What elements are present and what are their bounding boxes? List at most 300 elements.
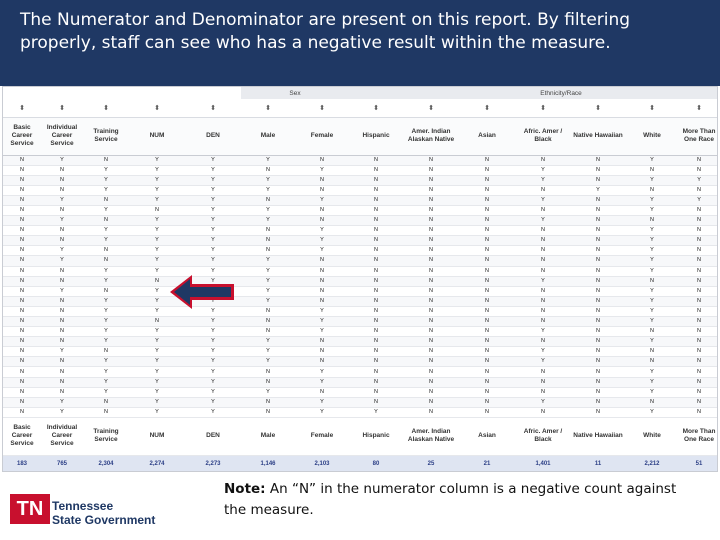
table-cell: Y bbox=[83, 306, 129, 316]
column-header[interactable]: More Than One Race bbox=[679, 117, 718, 155]
column-footer-row bbox=[3, 417, 718, 455]
table-cell: N bbox=[571, 337, 625, 347]
table-cell: N bbox=[3, 276, 41, 286]
table-cell: N bbox=[3, 185, 41, 195]
table-cell: N bbox=[349, 256, 403, 266]
table-cell: Y bbox=[83, 377, 129, 387]
table-cell: N bbox=[41, 226, 83, 236]
table-cell: Y bbox=[625, 175, 679, 185]
table-cell: N bbox=[349, 185, 403, 195]
table-cell: N bbox=[241, 317, 295, 327]
table-cell: Y bbox=[625, 256, 679, 266]
column-footer: More Than One Race bbox=[679, 417, 718, 455]
table-cell: N bbox=[3, 226, 41, 236]
column-header[interactable]: Male bbox=[241, 117, 295, 155]
table-cell: N bbox=[83, 246, 129, 256]
table-cell: N bbox=[241, 327, 295, 337]
table-cell: N bbox=[3, 266, 41, 276]
column-header[interactable]: Individual Career Service bbox=[41, 117, 83, 155]
column-header[interactable]: NUM bbox=[129, 117, 185, 155]
column-header[interactable]: Asian bbox=[459, 117, 515, 155]
table-cell: Y bbox=[129, 397, 185, 407]
column-header[interactable]: DEN bbox=[185, 117, 241, 155]
column-header[interactable]: Hispanic bbox=[349, 117, 403, 155]
column-header[interactable]: White bbox=[625, 117, 679, 155]
table-cell: N bbox=[41, 236, 83, 246]
table-cell: Y bbox=[241, 337, 295, 347]
column-header[interactable]: Afric. Amer / Black bbox=[515, 117, 571, 155]
table-cell: Y bbox=[295, 195, 349, 205]
table-cell: N bbox=[679, 317, 718, 327]
table-cell: N bbox=[241, 246, 295, 256]
table-cell: Y bbox=[295, 367, 349, 377]
table-cell: N bbox=[679, 266, 718, 276]
table-cell: N bbox=[679, 236, 718, 246]
column-footer: DEN bbox=[185, 417, 241, 455]
table-cell: Y bbox=[185, 155, 241, 165]
table-cell: N bbox=[403, 165, 459, 175]
column-header[interactable]: Female bbox=[295, 117, 349, 155]
table-cell: N bbox=[129, 205, 185, 215]
table-cell: Y bbox=[83, 296, 129, 306]
table-cell: N bbox=[295, 155, 349, 165]
table-cell: N bbox=[3, 205, 41, 215]
table-cell: N bbox=[349, 216, 403, 226]
table-cell: N bbox=[83, 286, 129, 296]
column-header[interactable]: Training Service bbox=[83, 117, 129, 155]
table-cell: N bbox=[459, 327, 515, 337]
table-cell: N bbox=[571, 367, 625, 377]
table-cell: N bbox=[349, 276, 403, 286]
sort-arrows-icon[interactable]: ⬍ bbox=[185, 99, 241, 117]
table-cell: N bbox=[295, 276, 349, 286]
table-cell: N bbox=[403, 347, 459, 357]
table-cell: Y bbox=[129, 226, 185, 236]
table-cell: N bbox=[241, 165, 295, 175]
column-footer: Afric. Amer / Black bbox=[515, 417, 571, 455]
table-cell: N bbox=[3, 296, 41, 306]
table-cell: N bbox=[679, 185, 718, 195]
table-cell: N bbox=[295, 387, 349, 397]
table-cell: N bbox=[515, 337, 571, 347]
column-header[interactable]: Basic Career Service bbox=[3, 117, 41, 155]
table-cell: Y bbox=[515, 276, 571, 286]
table-row bbox=[3, 195, 718, 205]
table-cell: Y bbox=[185, 296, 241, 306]
table-cell: N bbox=[625, 165, 679, 175]
table-cell: N bbox=[295, 286, 349, 296]
table-row bbox=[3, 306, 718, 316]
table-cell: Y bbox=[129, 165, 185, 175]
table-cell: Y bbox=[129, 377, 185, 387]
table-cell: N bbox=[403, 377, 459, 387]
table-cell: Y bbox=[129, 216, 185, 226]
sort-arrows-icon[interactable]: ⬍ bbox=[349, 99, 403, 117]
sort-arrows-icon[interactable]: ⬍ bbox=[241, 99, 295, 117]
table-cell: Y bbox=[185, 226, 241, 236]
table-cell: N bbox=[3, 327, 41, 337]
table-cell: N bbox=[459, 347, 515, 357]
table-cell: N bbox=[459, 185, 515, 195]
table-cell: Y bbox=[625, 286, 679, 296]
table-cell: Y bbox=[295, 246, 349, 256]
sort-arrows-icon[interactable]: ⬍ bbox=[41, 99, 83, 117]
table-cell: N bbox=[515, 296, 571, 306]
table-cell: N bbox=[679, 367, 718, 377]
table-cell: Y bbox=[41, 407, 83, 417]
sort-arrows-icon[interactable]: ⬍ bbox=[515, 99, 571, 117]
table-cell: Y bbox=[129, 246, 185, 256]
table-row bbox=[3, 296, 718, 306]
table-cell: N bbox=[679, 165, 718, 175]
table-row bbox=[3, 276, 718, 286]
table-cell: N bbox=[679, 397, 718, 407]
table-cell: Y bbox=[515, 327, 571, 337]
table-cell: N bbox=[403, 276, 459, 286]
table-cell: N bbox=[403, 387, 459, 397]
table-cell: Y bbox=[515, 195, 571, 205]
table-cell: Y bbox=[185, 347, 241, 357]
table-cell: N bbox=[571, 357, 625, 367]
table-cell: N bbox=[295, 266, 349, 276]
totals-row bbox=[3, 455, 718, 472]
report-table-body bbox=[3, 87, 718, 472]
table-cell: N bbox=[349, 317, 403, 327]
table-row bbox=[3, 216, 718, 226]
table-cell: Y bbox=[625, 337, 679, 347]
table-cell: N bbox=[403, 296, 459, 306]
table-cell: N bbox=[3, 216, 41, 226]
table-cell: N bbox=[625, 185, 679, 195]
table-cell: Y bbox=[83, 226, 129, 236]
column-header[interactable]: Native Hawaiian bbox=[571, 117, 625, 155]
table-cell: N bbox=[571, 226, 625, 236]
table-cell: N bbox=[459, 367, 515, 377]
table-cell: Y bbox=[295, 226, 349, 236]
total-cell: 51 bbox=[679, 455, 718, 472]
table-cell: Y bbox=[185, 236, 241, 246]
table-row bbox=[3, 236, 718, 246]
table-cell: N bbox=[41, 185, 83, 195]
sort-arrows-icon[interactable]: ⬍ bbox=[403, 99, 459, 117]
table-cell: N bbox=[515, 387, 571, 397]
table-cell: Y bbox=[295, 397, 349, 407]
table-cell: N bbox=[679, 216, 718, 226]
table-cell: Y bbox=[83, 276, 129, 286]
table-cell: N bbox=[241, 407, 295, 417]
tn-logo-mark: TN bbox=[10, 494, 50, 524]
table-cell: Y bbox=[83, 185, 129, 195]
table-cell: N bbox=[83, 216, 129, 226]
column-footer: Asian bbox=[459, 417, 515, 455]
table-cell: N bbox=[241, 226, 295, 236]
table-cell: N bbox=[3, 256, 41, 266]
table-cell: N bbox=[515, 306, 571, 316]
table-cell: Y bbox=[129, 347, 185, 357]
table-cell: Y bbox=[41, 256, 83, 266]
table-cell: Y bbox=[185, 165, 241, 175]
table-cell: N bbox=[41, 276, 83, 286]
table-row bbox=[3, 266, 718, 276]
column-footer: Training Service bbox=[83, 417, 129, 455]
table-cell: N bbox=[3, 236, 41, 246]
sort-arrows-icon[interactable]: ⬍ bbox=[295, 99, 349, 117]
table-cell: N bbox=[295, 216, 349, 226]
table-cell: N bbox=[241, 195, 295, 205]
tn-logo-line2: State Government bbox=[52, 513, 156, 527]
table-cell: Y bbox=[129, 357, 185, 367]
table-cell: N bbox=[403, 236, 459, 246]
table-cell: Y bbox=[41, 397, 83, 407]
table-cell: N bbox=[571, 286, 625, 296]
table-cell: N bbox=[41, 327, 83, 337]
table-cell: Y bbox=[41, 155, 83, 165]
note-body: An “N” in the numerator column is a negative count against the measure. bbox=[224, 481, 677, 518]
table-cell: N bbox=[83, 195, 129, 205]
table-cell: N bbox=[571, 327, 625, 337]
table-cell: Y bbox=[129, 236, 185, 246]
table-cell: Y bbox=[129, 337, 185, 347]
table-cell: N bbox=[403, 226, 459, 236]
table-cell: Y bbox=[241, 387, 295, 397]
table-cell: N bbox=[41, 377, 83, 387]
table-cell: Y bbox=[185, 337, 241, 347]
column-footer: Female bbox=[295, 417, 349, 455]
table-cell: N bbox=[459, 337, 515, 347]
table-cell: N bbox=[459, 155, 515, 165]
table-row bbox=[3, 377, 718, 387]
tn-logo bbox=[10, 492, 170, 536]
table-cell: N bbox=[515, 246, 571, 256]
table-cell: Y bbox=[625, 367, 679, 377]
table-cell: Y bbox=[41, 286, 83, 296]
table-cell: Y bbox=[241, 266, 295, 276]
group-header-sex: Sex bbox=[241, 87, 349, 99]
sort-arrows-icon[interactable]: ⬍ bbox=[679, 99, 718, 117]
total-cell: 2,304 bbox=[83, 455, 129, 472]
sort-arrows-icon[interactable]: ⬍ bbox=[459, 99, 515, 117]
table-cell: N bbox=[571, 236, 625, 246]
total-cell: 183 bbox=[3, 455, 41, 472]
table-cell: N bbox=[459, 226, 515, 236]
table-row bbox=[3, 286, 718, 296]
table-row bbox=[3, 185, 718, 195]
table-cell: Y bbox=[185, 397, 241, 407]
column-footer: Amer. Indian Alaskan Native bbox=[403, 417, 459, 455]
table-cell: N bbox=[459, 296, 515, 306]
table-cell: N bbox=[515, 185, 571, 195]
table-cell: N bbox=[295, 347, 349, 357]
table-cell: Y bbox=[625, 155, 679, 165]
table-cell: N bbox=[571, 407, 625, 417]
note-label: Note: bbox=[224, 481, 266, 497]
table-cell: Y bbox=[83, 367, 129, 377]
table-row bbox=[3, 387, 718, 397]
table-cell: Y bbox=[129, 296, 185, 306]
table-cell: Y bbox=[241, 155, 295, 165]
total-cell: 2,212 bbox=[625, 455, 679, 472]
table-cell: Y bbox=[129, 286, 185, 296]
table-cell: N bbox=[129, 317, 185, 327]
table-cell: Y bbox=[295, 236, 349, 246]
table-cell: Y bbox=[83, 357, 129, 367]
table-row bbox=[3, 327, 718, 337]
table-cell: N bbox=[571, 317, 625, 327]
table-cell: N bbox=[515, 266, 571, 276]
table-cell: Y bbox=[515, 216, 571, 226]
table-cell: Y bbox=[185, 317, 241, 327]
sort-arrows-icon[interactable]: ⬍ bbox=[625, 99, 679, 117]
table-cell: N bbox=[403, 216, 459, 226]
sort-row bbox=[3, 99, 718, 117]
table-cell: N bbox=[3, 407, 41, 417]
sort-arrows-icon[interactable]: ⬍ bbox=[129, 99, 185, 117]
table-row bbox=[3, 317, 718, 327]
table-cell: N bbox=[41, 387, 83, 397]
table-cell: N bbox=[571, 216, 625, 226]
table-cell: N bbox=[41, 337, 83, 347]
table-cell: N bbox=[679, 407, 718, 417]
column-footer: Basic Career Service bbox=[3, 417, 41, 455]
table-row bbox=[3, 155, 718, 165]
table-cell: N bbox=[625, 357, 679, 367]
table-cell: Y bbox=[129, 407, 185, 417]
table-cell: N bbox=[459, 165, 515, 175]
table-cell: N bbox=[403, 256, 459, 266]
table-cell: N bbox=[515, 256, 571, 266]
table-cell: N bbox=[349, 347, 403, 357]
table-cell: N bbox=[41, 306, 83, 316]
table-cell: N bbox=[571, 397, 625, 407]
table-cell: N bbox=[625, 216, 679, 226]
table-cell: Y bbox=[571, 185, 625, 195]
table-cell: N bbox=[403, 185, 459, 195]
table-cell: Y bbox=[185, 266, 241, 276]
sort-arrows-icon[interactable]: ⬍ bbox=[83, 99, 129, 117]
table-cell: N bbox=[3, 367, 41, 377]
table-cell: N bbox=[3, 175, 41, 185]
table-cell: Y bbox=[185, 306, 241, 316]
table-cell: N bbox=[349, 205, 403, 215]
table-cell: N bbox=[571, 377, 625, 387]
table-cell: Y bbox=[625, 226, 679, 236]
table-cell: N bbox=[571, 246, 625, 256]
table-cell: N bbox=[459, 276, 515, 286]
table-cell: N bbox=[3, 246, 41, 256]
table-cell: N bbox=[679, 327, 718, 337]
table-cell: Y bbox=[129, 367, 185, 377]
table-cell: Y bbox=[185, 175, 241, 185]
table-cell: N bbox=[295, 296, 349, 306]
table-cell: N bbox=[349, 246, 403, 256]
table-cell: N bbox=[241, 367, 295, 377]
table-row bbox=[3, 175, 718, 185]
table-cell: N bbox=[41, 175, 83, 185]
table-cell: Y bbox=[625, 306, 679, 316]
table-row bbox=[3, 205, 718, 215]
table-row bbox=[3, 357, 718, 367]
column-footer: White bbox=[625, 417, 679, 455]
table-cell: N bbox=[515, 236, 571, 246]
table-cell: N bbox=[515, 317, 571, 327]
table-cell: Y bbox=[625, 195, 679, 205]
total-cell: 1,146 bbox=[241, 455, 295, 472]
table-cell: Y bbox=[625, 236, 679, 246]
table-cell: Y bbox=[83, 205, 129, 215]
table-cell: N bbox=[349, 195, 403, 205]
table-cell: N bbox=[459, 236, 515, 246]
column-header[interactable]: Amer. Indian Alaskan Native bbox=[403, 117, 459, 155]
sort-arrows-icon[interactable]: ⬍ bbox=[3, 99, 41, 117]
table-cell: N bbox=[349, 306, 403, 316]
table-cell: Y bbox=[625, 387, 679, 397]
table-cell: Y bbox=[83, 165, 129, 175]
table-cell: Y bbox=[241, 347, 295, 357]
table-cell: N bbox=[403, 205, 459, 215]
table-cell: Y bbox=[515, 165, 571, 175]
table-cell: Y bbox=[185, 327, 241, 337]
table-row bbox=[3, 246, 718, 256]
column-footer: NUM bbox=[129, 417, 185, 455]
table-cell: N bbox=[625, 397, 679, 407]
table-cell: N bbox=[349, 286, 403, 296]
table-cell: N bbox=[403, 246, 459, 256]
table-cell: N bbox=[403, 266, 459, 276]
table-cell: Y bbox=[625, 266, 679, 276]
group-header-row bbox=[3, 87, 718, 99]
table-cell: N bbox=[679, 155, 718, 165]
table-cell: Y bbox=[241, 205, 295, 215]
table-cell: Y bbox=[515, 357, 571, 367]
table-row bbox=[3, 347, 718, 357]
table-cell: N bbox=[3, 347, 41, 357]
table-cell: Y bbox=[185, 377, 241, 387]
total-cell: 1,401 bbox=[515, 455, 571, 472]
table-row bbox=[3, 226, 718, 236]
table-cell: N bbox=[571, 266, 625, 276]
table-cell: N bbox=[349, 175, 403, 185]
table-cell: Y bbox=[41, 195, 83, 205]
table-cell: N bbox=[403, 306, 459, 316]
table-cell: Y bbox=[625, 317, 679, 327]
column-footer: Hispanic bbox=[349, 417, 403, 455]
table-cell: N bbox=[3, 195, 41, 205]
table-cell: N bbox=[129, 276, 185, 286]
table-cell: N bbox=[679, 296, 718, 306]
table-cell: N bbox=[3, 155, 41, 165]
left-arrow-icon bbox=[168, 272, 236, 312]
sort-arrows-icon[interactable]: ⬍ bbox=[571, 99, 625, 117]
table-cell: Y bbox=[295, 377, 349, 387]
table-cell: N bbox=[41, 296, 83, 306]
column-footer: Male bbox=[241, 417, 295, 455]
total-cell: 2,103 bbox=[295, 455, 349, 472]
table-cell: N bbox=[295, 185, 349, 195]
table-cell: N bbox=[459, 377, 515, 387]
table-cell: Y bbox=[515, 397, 571, 407]
table-cell: N bbox=[349, 296, 403, 306]
table-cell: N bbox=[459, 205, 515, 215]
table-cell: N bbox=[403, 367, 459, 377]
table-cell: N bbox=[41, 205, 83, 215]
table-cell: Y bbox=[241, 256, 295, 266]
total-cell: 25 bbox=[403, 455, 459, 472]
table-cell: Y bbox=[185, 205, 241, 215]
table-cell: N bbox=[3, 165, 41, 175]
table-cell: Y bbox=[185, 246, 241, 256]
column-footer: Individual Career Service bbox=[41, 417, 83, 455]
table-cell: N bbox=[679, 337, 718, 347]
